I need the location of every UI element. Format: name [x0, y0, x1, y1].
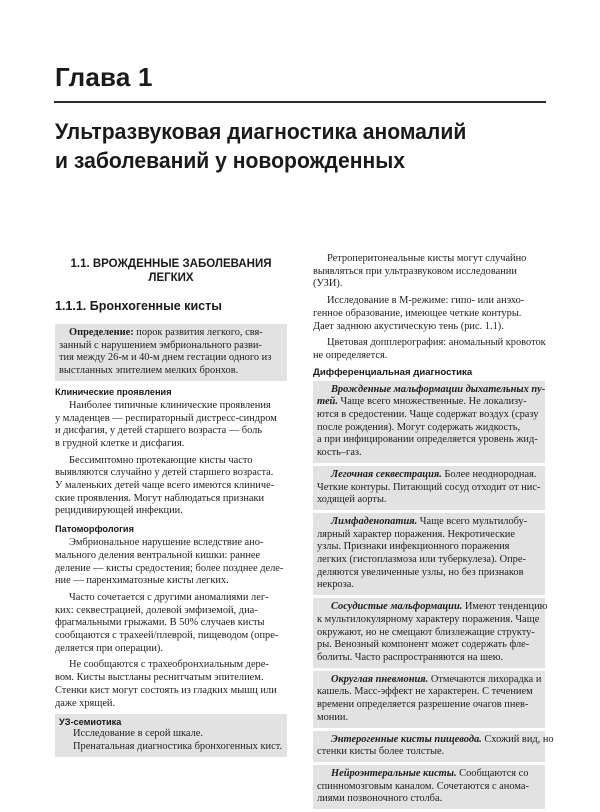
- definition-line: выстланных эпителием мелких бронхов.: [59, 365, 239, 377]
- text-line: Не сообщаются с трахеобронхиальным дере-: [69, 659, 269, 671]
- text-line: Исследование в серой шкале.: [73, 728, 203, 740]
- text-line: мального деления вентральной кишки: раннее: [55, 549, 261, 561]
- text-line: кость–газ.: [317, 447, 362, 459]
- diff-term: Лимфаденопатия.: [331, 515, 418, 527]
- text-line: деляется при операции).: [55, 642, 163, 654]
- text-line: деление — кисты средостения; более позднее деле-: [55, 562, 284, 574]
- text-line: выявляются случайно у детей старшего возраста.: [55, 467, 274, 479]
- clinical-paragraph-1: [55, 400, 287, 451]
- text-line: [317, 469, 541, 482]
- diff-term-end: тей.: [317, 396, 338, 408]
- pathomorphology-heading: Патоморфология: [55, 524, 134, 535]
- diff-item: [313, 598, 548, 668]
- us-semiotics-box: [55, 714, 287, 756]
- text-line: окружают, но не смещают близлежащие структу-: [317, 626, 535, 638]
- text-line: сообщаются с трахеей/плеврой, пищеводом (опре-: [55, 630, 279, 642]
- text-line: у младенцев — респираторный дистресс-синдром: [55, 412, 277, 424]
- text-line: ких: секвестрацией, долевой эмфиземой, диа-: [55, 604, 258, 616]
- right-column: [313, 253, 554, 812]
- text-line: [317, 674, 541, 687]
- text-line: Наиболее типичные клинические проявления: [69, 399, 271, 411]
- chapter-title: [55, 117, 535, 175]
- definition-box: [55, 324, 287, 381]
- us-semiotics-heading: УЗ-семиотика: [59, 717, 122, 728]
- text-line: фрагмальными грыжами. В 50% случаев кисты: [55, 617, 265, 629]
- section-heading-line: 1.1. ВРОЖДЕННЫЕ ЗАБОЛЕВАНИЯ: [70, 258, 272, 270]
- text-line: болиты. Часто распространяются на шею.: [317, 651, 504, 663]
- right-paragraph-1: [313, 253, 545, 291]
- text-line: ются в средостении. Чаще содержат воздух (сразу: [317, 409, 539, 421]
- diff-term: Округлая пневмония.: [331, 673, 429, 685]
- diff-item: [313, 381, 545, 463]
- text-line: [317, 733, 554, 747]
- diff-item: [313, 513, 545, 595]
- diff-term: Энтерогенные кисты пищевода.: [331, 733, 482, 745]
- text-line: а при инфицировании определяется уровень жид-: [317, 434, 538, 446]
- text-line: У маленьких детей чаще всего имеются клиниче-: [55, 480, 275, 492]
- text-line: легких (гистоплазмоза или туберкулеза). Опре-: [317, 554, 526, 566]
- text-line: Четкие контуры. Питающий сосуд отходит от нис-: [317, 481, 541, 493]
- text-line: лиями позвоночного столба.: [317, 793, 443, 805]
- diff-term: Легочная секвестрация.: [331, 468, 442, 480]
- differential-heading: Дифференциальная диагностика: [313, 366, 473, 378]
- text-line: Часто сочетается с другими аномалиями лег-: [69, 591, 269, 603]
- text-line: монии.: [317, 711, 349, 723]
- text-line: Ретроперитонеальные кисты могут случайно: [327, 253, 527, 264]
- text-line: ры. Венозный компонент может содержать фле-: [317, 639, 530, 651]
- text-line: Стенки кист могут состоять из гладких мышц или: [55, 684, 277, 696]
- definition-line: [59, 327, 283, 340]
- text-line: [317, 383, 546, 397]
- text-line: ние — паренхиматозные кисты легких.: [55, 575, 229, 587]
- clinical-paragraph-2: [55, 455, 287, 519]
- chapter-label: Глава 1: [55, 62, 153, 92]
- patho-paragraph-1: [55, 537, 287, 588]
- text-line: в грудной клетке и дисфагия.: [55, 437, 185, 449]
- diff-term: Сосудистые мальформации.: [331, 601, 463, 613]
- text-line: к мультилокулярному характеру поражения. Чаще: [317, 613, 540, 625]
- text-line: [317, 396, 541, 409]
- text-line: Исследование в М-режиме: гипо- или анэхо-: [327, 295, 525, 307]
- diff-text: Чаще всего множественные. Не локализу-: [340, 396, 527, 408]
- text-line: стенки кисты более толстые.: [317, 746, 445, 758]
- text-line: ские проявления. Могут наблюдаться признаки: [55, 492, 265, 504]
- text-line: Пренатальная диагностика бронхогенных кист.: [73, 740, 283, 752]
- left-column: [55, 252, 287, 760]
- diff-term: Нейроэнтеральные кисты.: [331, 767, 457, 779]
- text-line: кашель. Масс-эффект не характерен. С течением: [317, 686, 533, 698]
- text-line: [317, 768, 541, 781]
- text-line: и дисфагия, у детей старшего возраста — боль: [55, 425, 263, 437]
- patho-paragraph-2: [55, 592, 287, 656]
- text-line: вом. Кисты выстланы реснитчатым эпителием.: [55, 672, 264, 684]
- text-line: Цветовая допплерография: аномальный кровоток: [327, 337, 546, 349]
- diff-text: Чаще всего мультилобу-: [417, 515, 528, 527]
- diff-item: [313, 765, 545, 809]
- text-line: (УЗИ).: [313, 278, 343, 290]
- text-line: деляются увеличенные узлы, но без признаков: [317, 566, 524, 578]
- right-paragraph-3: [313, 337, 545, 362]
- diff-text: Имеют тенденцию: [462, 601, 548, 613]
- definition-line: занный с нарушением эмбрионального разви-: [59, 339, 262, 351]
- diff-text: Отмечаются лихорадка и: [428, 673, 542, 685]
- text-line: [317, 516, 541, 529]
- text-line: спинномозговым каналом. Сочетаются с анома-: [317, 780, 529, 792]
- clinical-heading: Клинические проявления: [55, 386, 172, 397]
- diff-item: [313, 671, 545, 728]
- text-line: генное образование, имеющее четкие контуры.: [313, 307, 522, 319]
- chapter-title-line: Ультразвуковая диагностика аномалий: [55, 119, 467, 144]
- diff-text: Схожий вид, но: [481, 733, 554, 745]
- text-line: Бессимптомно протекающие кисты часто: [69, 454, 253, 466]
- right-paragraph-2: [313, 295, 545, 333]
- chapter-title-line: и заболеваний у новорожденных: [55, 148, 405, 173]
- chapter-rule: [54, 101, 546, 103]
- definition-line: тия между 26-м и 40-м днем гестации одного из: [59, 352, 272, 364]
- patho-paragraph-3: [55, 659, 287, 710]
- diff-text: Сообщаются со: [456, 767, 529, 779]
- text-line: [317, 601, 548, 614]
- diff-item: [313, 731, 554, 762]
- text-line: после рождения). Могут содержать жидкость,: [317, 421, 521, 433]
- diff-text: Более неоднородная.: [441, 468, 537, 480]
- section-heading: [55, 257, 287, 285]
- text-line: узлы. Признаки инфекционного поражения: [317, 541, 510, 553]
- text-line: времени определяется разрешение очагов пнев-: [317, 699, 529, 711]
- text-line: Эмбриональное нарушение вследствие ано-: [69, 537, 264, 549]
- text-line: выявляться при ультразвуковом исследовании: [313, 265, 517, 277]
- text-line: лярный характер поражения. Некротические: [317, 528, 515, 540]
- text-line: не определяется.: [313, 349, 388, 361]
- definition-term: Определение:: [69, 327, 134, 338]
- text-line: некроза.: [317, 579, 354, 591]
- text-line: даже хрящей.: [55, 697, 116, 709]
- text-line: рецидивирующей инфекции.: [55, 505, 183, 517]
- section-heading-line: ЛЕГКИХ: [148, 272, 194, 284]
- diff-item: [313, 466, 545, 510]
- diff-term: Врожденные мальформации дыхательных пу-: [331, 383, 546, 395]
- text-line: ходящей аорты.: [317, 494, 387, 506]
- subsection-heading: 1.1.1. Бронхогенные кисты: [55, 299, 222, 313]
- text-line: Дает заднюю акустическую тень (рис. 1.1).: [313, 320, 504, 332]
- definition-text: порок развития легкого, свя-: [133, 327, 263, 338]
